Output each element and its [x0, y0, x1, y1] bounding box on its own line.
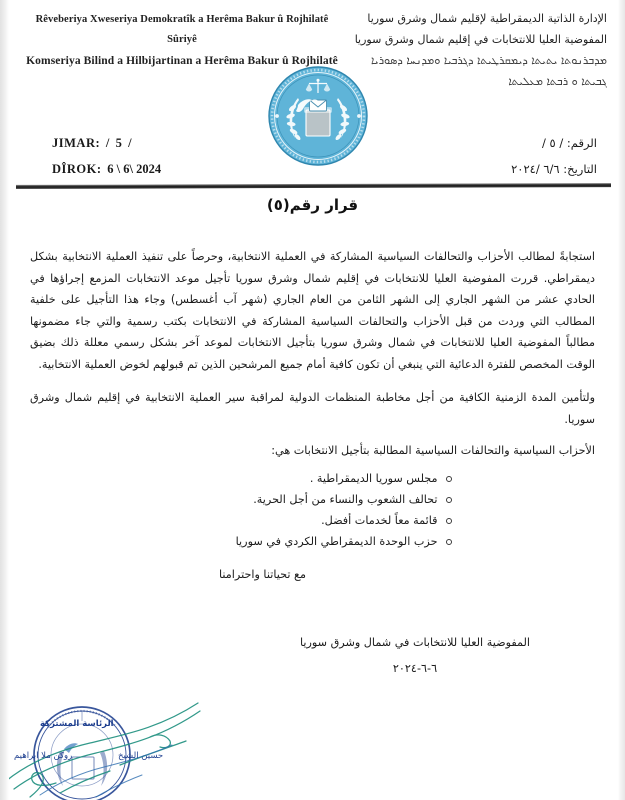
election-commission-emblem [268, 66, 368, 166]
stamp-name-left: روكن ملا ابراهيم [14, 751, 73, 761]
reference-number-value-latin: : / 5 / [95, 136, 132, 150]
bullet-icon [446, 476, 452, 482]
reference-date-value-latin: : 6 \ 6\ 2024 [96, 162, 162, 176]
stamp-title-text: الرئاسة المشتركة [40, 719, 114, 729]
bullet-icon [446, 539, 452, 545]
reference-number-row-latin [52, 130, 272, 156]
reference-number-value-arabic: : / ٥ / [542, 136, 571, 150]
reference-number-label-arabic: الرقم [570, 136, 597, 150]
header-syriac-line-2: ܓܒܝܬܐ ܘ ܪܒܬܐ ܡܥܠܝܬܐ [508, 75, 607, 88]
party-list-items [0, 468, 625, 552]
document-body [30, 246, 595, 472]
reference-date-row-latin [52, 156, 272, 182]
reference-date-value-arabic: : ٦/٦ /٢٠٢٤ [511, 162, 568, 176]
body-paragraph-1: استجابةً لمطالب الأحزاب والتحالفات السياسية المشاركة في العملية الانتخابية، وحرصاً على تنفيذ العملية الانتخابية بشكل ديمقراطي. قررت المفوضية العليا للانتخابات في إقليم شمال وشرق سوريا تأجيل موعد الانتخابات المزمع إجراؤها في الحادي عشر من الشهر الجاري إلى الشهر الثامن من العام الجاري (شهر آب أغسطس) وجاء هذا التأجيل على خلفية المطالب التي وردت من قبل الأحزاب والتحالفات السياسية المشاركة في الانتخابات بكتب رسمية والتي جاء مضمونها مطالباً المفوضية العليا للانتخابات في شمال وشرق سوريا بتأجيل الانتخابات لموعد آخر بشكل رسمي معللة ذلك بضيق الوقت المخصص للفترة الدعائية التي ينبغي أن تكون كافية أمام جميع المرشحين الذين تم قبولهم لخوض العملية الانتخابية. [30, 250, 595, 371]
signatory-organization: المفوضية العليا للانتخابات في شمال وشرق سوريا [299, 636, 531, 649]
party-list [0, 468, 625, 552]
reference-date-row-arabic [387, 156, 597, 182]
reference-number-row-arabic [387, 130, 597, 156]
header-arabic-block [339, 8, 607, 92]
header-kurdish-line-1: Rêveberiya Xweseriya Demokratîk a Herêma Bakur û Rojhilatê Sûriyê [35, 14, 329, 45]
header-syriac-line-1: ܡܕܒܪܢܘܬܐ ܝܬܝܬܐ ܕܝܡܩܪܛܝܬܐ ܕܓܪܒܝܐ ܘܡܕܢܚܐ ܕܣܘܪܝܐ [371, 54, 607, 67]
header-kurdish-line-2: Komseriya Bilind a Hilbijartinan a Herêma Bakur û Rojhilatê [26, 55, 338, 67]
reference-date-label-arabic: التاريخ [567, 162, 597, 176]
list-item [188, 489, 438, 510]
closing-salutation-wrap [0, 568, 625, 581]
party-label: مجلس سوريا الديمقراطية . [309, 472, 438, 485]
party-label: تحالف الشعوب والنساء من أجل الحرية. [253, 493, 438, 506]
header-arabic-line-1: الإدارة الذاتية الديمقراطية لإقليم شمال وشرق سوريا [367, 12, 607, 25]
bullet-icon [446, 497, 452, 503]
list-item [188, 510, 438, 531]
body-paragraph-3: الأحزاب السياسية والتحالفات السياسية المطالبة بتأجيل الانتخابات هي: [271, 444, 595, 457]
reference-right-block [387, 130, 597, 182]
list-item [188, 531, 438, 552]
closing-salutation: مع تحياتنا واحترامنا [219, 568, 306, 581]
bullet-icon [446, 518, 452, 524]
reference-left-block [52, 130, 272, 182]
official-stamp-and-signature [0, 685, 260, 800]
header-arabic-line-2: المفوضية العليا للانتخابات في إقليم شمال وشرق سوريا [354, 33, 607, 46]
header-divider-rule [16, 183, 611, 189]
reference-date-label-latin: DÎROK [52, 162, 97, 176]
document-header [0, 0, 625, 185]
party-label: حزب الوحدة الديمقراطي الكردي في سوريا [235, 535, 438, 548]
list-item [188, 468, 438, 489]
body-paragraph-2: ولتأمين المدة الزمنية الكافية من أجل مخاطبة المنظمات الدولية لمراقبة سير العملية الانتخابية في إقليم شمال وشرق سوريا. [30, 391, 595, 426]
stamp-name-right: حسين الشيخ [118, 751, 164, 761]
signatory-block [245, 632, 585, 684]
party-label: قائمة معاً لخدمات أفضل. [321, 514, 438, 527]
reference-number-label-latin: JIMAR [52, 136, 96, 150]
signatory-date: ٦-٦-٢٠٢٤ [392, 662, 438, 675]
document-title: قرار رقم(٥) [266, 196, 359, 214]
header-kurdish-block [22, 10, 342, 72]
